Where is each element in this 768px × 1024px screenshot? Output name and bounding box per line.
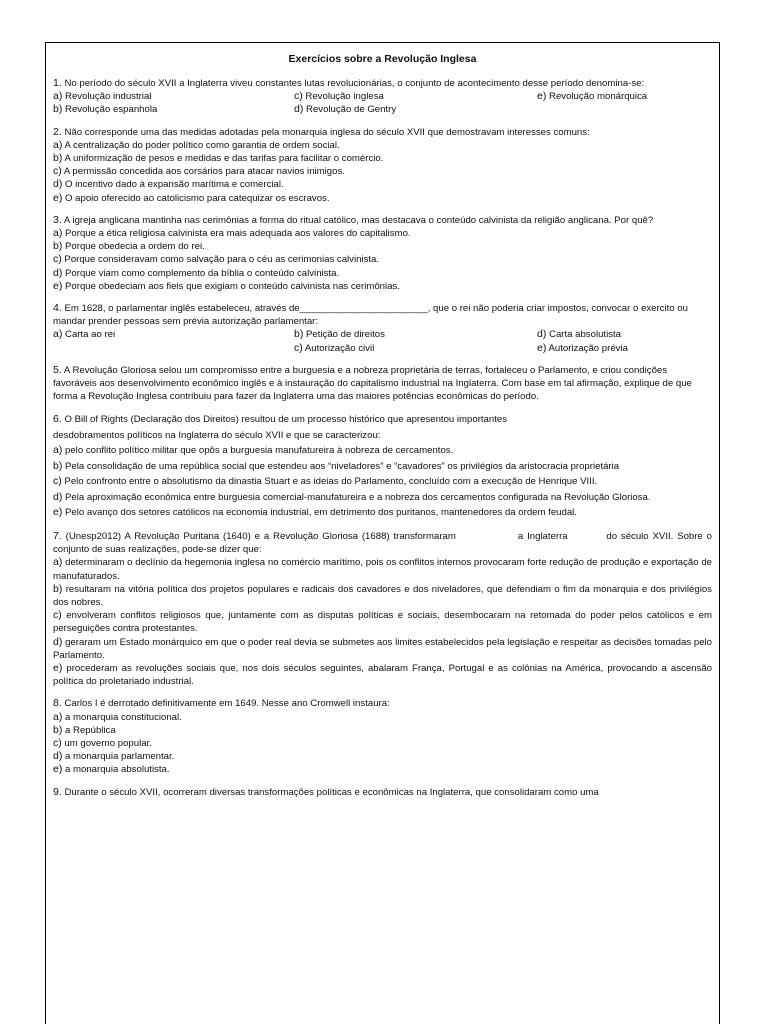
question-number: 1.	[53, 77, 62, 89]
question-text: A Revolução Gloriosa selou um compromisso entre a burguesia e a nobreza proprietária de terras, fortaleceu o Parlamento, e criou condições favoráveis aos desenvolvimento econômico inglês e à instauração do capitalismo industrial na Inglaterra. Com base em tal afirmação, explique de que forma a Revolução Inglesa contribuiu para fazer da Inglaterra uma das maiores potências econômicas do período.	[53, 364, 692, 403]
option-e: e) procederam as revoluções sociais que, nos dois séculos seguintes, abalaram França, Portugal e as colônias na América, provocando a ascensão política do proletariado industrial.	[53, 662, 712, 688]
option-a: a) determinaram o declínio da hegemonia inglesa no comércio marítimo, pois os conflitos internos provocaram forte redução de produção e exportação de manufaturados.	[53, 556, 712, 582]
options-grid	[53, 328, 712, 354]
option-a: a) Carta ao rei	[53, 328, 116, 341]
option-b: b) resultaram na vitória política dos projetos populares e radicais dos cavadores e dos niveladores, que defendiam o fim da monarquia e dos privilégios dos nobres.	[53, 582, 712, 608]
option-b: b) Revolução espanhola	[53, 103, 158, 116]
option-e: e) Autorização prévia	[537, 341, 628, 354]
option-d: d) Pela aproximação econômica entre burguesia comercial-manufatureira e a nobreza dos cercamentos configurada na Revolução Gloriosa.	[53, 490, 651, 503]
option-d: d) Porque viam como complemento da bíblia o conteúdo calvinista.	[53, 266, 340, 279]
question-text: (Unesp2012) A Revolução Puritana (1640) e a Revolução Gloriosa (1688) transformaram a Inglaterra do século XVII. Sobre o conjunto de suas realizações, pode-se dizer que:	[53, 530, 742, 556]
question-3	[53, 214, 712, 293]
option-a: a) pelo conflito político militar que opôs a burguesia manufatureira à nobreza de cercamentos.	[53, 444, 454, 457]
question-text: A igreja anglicana mantinha nas cerimônias a forma do ritual católico, mas destacava o conteúdo calvinista da religião anglicana. Por quê?	[63, 214, 654, 226]
option-b: b) Pela consolidação de uma república social que estendeu aos “niveladores” e “cavadores” os privilégios da aristocracia proprietária	[53, 459, 620, 472]
option-c: c) Pelo confronto entre o absolutismo da dinastia Stuart e as ideias do Parlamento, concluído com a execução de Henrique VIII.	[53, 475, 598, 488]
option-c: c) A permissão concedida aos corsários para atacar navios inimigos.	[53, 165, 345, 178]
option-d: d) Revolução de Gentry	[294, 103, 397, 116]
answer-blank: ________________________	[299, 303, 428, 315]
question-4	[53, 302, 712, 355]
option-b: b) a República	[53, 723, 116, 736]
option-c: c) um governo popular.	[53, 737, 152, 750]
option-a: a) Porque a ética religiosa calvinista era mais adequada aos valores do capitalismo.	[53, 227, 411, 240]
question-number: 3.	[53, 213, 62, 226]
option-b: b) Petição de direitos	[294, 328, 385, 341]
option-c: c) Autorização civil	[294, 341, 375, 354]
question-1	[53, 77, 712, 117]
options-grid	[53, 90, 712, 116]
option-e: e) a monarquia absolutista.	[53, 763, 170, 776]
question-text-line-2: desdobramentos políticos na Inglaterra do século XVII e que se caracterizou:	[53, 429, 381, 441]
question-6	[53, 412, 712, 521]
option-a: a) a monarquia constitucional.	[53, 710, 182, 723]
question-5	[53, 364, 712, 404]
question-number: 7.	[53, 529, 62, 542]
question-8	[53, 697, 712, 776]
question-9	[53, 786, 712, 799]
question-text: O Bill of Rights (Declaração dos Direitos) resultou de um processo histórico que apresentou importantes	[64, 414, 508, 426]
option-c: c) Revolução inglesa	[294, 90, 384, 103]
option-b: b) Porque obedecia a ordem do rei.	[53, 240, 205, 253]
option-c: c) envolveram conflitos religiosos que, juntamente com as disputas políticas e sociais, desembocaram na retomada do poder pelos católicos e em perseguições contra protestantes.	[53, 609, 712, 635]
option-e: e) Revolução monárquica	[537, 90, 648, 103]
question-text-continued: , que o rei não poderia criar impostos, convocar o exercito ou mandar prender pessoas sem prévia autorização parlamentar:	[53, 303, 688, 328]
option-e: e) O apoio oferecido ao catolicismo para catequizar os escravos.	[53, 191, 330, 204]
question-number: 8.	[53, 697, 62, 710]
question-2	[53, 126, 712, 205]
option-a: a) Revolução industrial	[53, 90, 152, 103]
worksheet-page	[45, 42, 742, 1024]
question-text: Carlos I é derrotado definitivamente em 1649. Nesse ano Cromwell instaura:	[64, 698, 390, 710]
question-number: 5.	[53, 363, 62, 376]
question-number: 9.	[53, 785, 62, 798]
option-d: d) geraram um Estado monárquico em que o poder real devia se submetes aos limites estabelecidos pela legislação e respeitar as decisões tomadas pelo Parlamento.	[53, 635, 712, 661]
option-d: d) O incentivo dado à expansão marítima e comercial.	[53, 178, 284, 191]
question-text: No período do século XVII a Inglaterra viveu constantes lutas revolucionárias, o conjunto de acontecimento desse período denomina-se:	[64, 78, 645, 89]
question-text: Em 1628, o parlamentar inglês estabeleceu, através de	[64, 303, 300, 315]
option-d: d) a monarquia parlamentar.	[53, 750, 175, 763]
question-number: 6.	[53, 413, 62, 426]
option-d: d) Carta absolutista	[537, 328, 622, 341]
option-c: c) Porque consideravam como salvação para o céu as cerimonias calvinista.	[53, 253, 380, 266]
question-number: 2.	[53, 125, 62, 138]
question-7	[53, 529, 742, 688]
question-text: Não corresponde uma das medidas adotadas pela monarquia inglesa do século XVII que demostravam interesses comuns:	[64, 126, 590, 138]
question-number: 4.	[53, 302, 62, 315]
option-a: a) A centralização do poder político como garantia de ordem social.	[53, 138, 340, 151]
page-title: Exercícios sobre a Revolução Inglesa	[288, 53, 477, 65]
option-b: b) A uniformização de pesos e medidas e das tarifas para facilitar o comércio.	[53, 152, 384, 165]
option-e: e) Porque obedeciam aos fieis que exigiam o conteúdo calvinista nas cerimônias.	[53, 279, 400, 292]
question-text: Durante o século XVII, ocorreram diversas transformações políticas e econômicas na Inglaterra, que consolidaram como uma	[64, 786, 599, 798]
option-e: e) Pelo avanço dos setores católicos na economia industrial, em detrimento dos puritanos, mantenedores da ordem feudal.	[53, 506, 577, 519]
